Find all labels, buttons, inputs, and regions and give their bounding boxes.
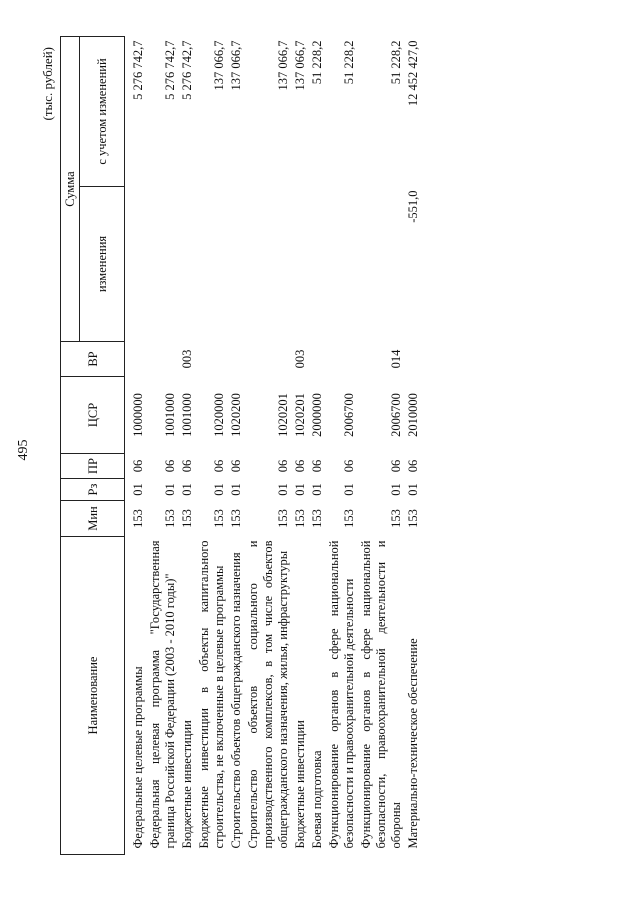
row-total: 5 276 742,7	[131, 40, 145, 100]
row-vr	[147, 342, 179, 377]
row-total: 51 228,2	[342, 40, 356, 85]
row-vr	[309, 342, 326, 377]
row-total: 51 228,2	[310, 40, 324, 85]
row-min: 153	[293, 509, 307, 528]
header-sum: Сумма	[61, 37, 80, 342]
row-rz: 01	[212, 483, 226, 496]
row-csr: 2006700	[342, 393, 356, 437]
row-total: 137 066,7	[212, 40, 226, 91]
row-pr: 06	[389, 459, 403, 473]
row-changes	[309, 187, 326, 342]
row-min: 153	[389, 509, 403, 528]
table-row	[292, 37, 309, 855]
row-rz: 01	[163, 483, 177, 496]
row-changes	[326, 187, 358, 342]
header-changes: изменения	[80, 187, 125, 342]
header-vr: ВР	[61, 342, 125, 377]
row-total: 137 066,7	[293, 40, 307, 91]
table-row	[228, 37, 245, 855]
header-pr: ПР	[61, 454, 125, 479]
row-total: 5 276 742,7	[180, 40, 194, 100]
row-total: 51 228,2	[389, 40, 403, 85]
row-vr	[228, 342, 245, 377]
row-name: Строительство объектов общегражданского назначения	[229, 552, 243, 849]
row-rz: 01	[131, 483, 145, 496]
row-csr: 1001000	[163, 393, 177, 437]
row-pr: 06	[276, 459, 290, 473]
table-row	[245, 37, 292, 855]
row-csr: 1001000	[180, 393, 194, 437]
row-vr	[405, 342, 422, 377]
page-number: 495	[16, 439, 31, 461]
row-csr: 1020201	[276, 393, 290, 437]
row-total: 5 276 742,7	[163, 40, 177, 100]
row-rz: 01	[180, 483, 194, 496]
row-rz: 01	[389, 483, 403, 496]
table-row	[405, 37, 422, 855]
row-pr: 06	[293, 459, 307, 473]
row-pr: 06	[163, 459, 177, 473]
row-name: Боевая подготовка	[310, 750, 324, 849]
row-pr: 06	[406, 459, 420, 473]
row-min: 153	[180, 509, 194, 528]
row-vr	[245, 342, 292, 377]
row-min: 153	[131, 509, 145, 528]
row-csr: 1020000	[212, 393, 226, 437]
row-total: 137 066,7	[229, 40, 243, 91]
header-with-changes: с учетом изменений	[80, 37, 125, 187]
row-name: Бюджетные инвестиции	[180, 720, 194, 849]
row-changes	[125, 187, 148, 342]
row-rz: 01	[293, 483, 307, 496]
header-rz: Рз	[61, 479, 125, 501]
row-vr	[125, 342, 148, 377]
row-csr: 1020201	[293, 393, 307, 437]
row-pr: 06	[131, 459, 145, 473]
row-changes	[245, 187, 292, 342]
row-vr: 014	[389, 349, 403, 369]
row-min: 153	[342, 509, 356, 528]
row-name: Строительство объектов социального и производственного комплексов, в том числе объектов общегражданского назначения, жилья, инфраструктуры	[246, 540, 290, 849]
table-body	[125, 37, 423, 855]
row-pr: 06	[212, 459, 226, 473]
row-changes	[228, 187, 245, 342]
table-row	[326, 37, 358, 855]
row-changes	[147, 187, 179, 342]
row-pr: 06	[342, 459, 356, 473]
table-row	[125, 37, 148, 855]
row-name: Функционирование органов в сфере национальной безопасности и правоохранительной деятельности	[327, 540, 356, 849]
header-csr: ЦСР	[61, 377, 125, 454]
row-pr: 06	[180, 459, 194, 473]
row-min: 153	[229, 509, 243, 528]
row-changes	[358, 187, 405, 342]
row-vr: 003	[293, 349, 307, 369]
row-rz: 01	[276, 483, 290, 496]
table-row	[196, 37, 228, 855]
row-name: Материально-техническое обеспечение	[406, 638, 420, 849]
budget-table	[60, 36, 422, 855]
header-name: Наименование	[61, 537, 125, 855]
table-row	[147, 37, 179, 855]
header-min: Мин	[61, 501, 125, 537]
table-row	[309, 37, 326, 855]
row-vr	[326, 342, 358, 377]
row-min: 153	[276, 509, 290, 528]
row-total: 137 066,7	[276, 40, 290, 91]
row-rz: 01	[229, 483, 243, 496]
row-min: 153	[310, 509, 324, 528]
row-rz: 01	[406, 483, 420, 496]
row-name: Бюджетные инвестиции в объекты капитального строительства, не включенные в целевые программы	[197, 540, 226, 849]
row-min: 153	[163, 509, 177, 528]
row-rz: 01	[310, 483, 324, 496]
row-changes	[292, 187, 309, 342]
row-pr: 06	[229, 459, 243, 473]
row-name: Федеральная целевая программа "Государственная граница Российской Федерации (2003 - 2010 годы)"	[148, 540, 177, 849]
units-note: (тыс. рублей)	[40, 47, 55, 121]
row-csr: 1020200	[229, 393, 243, 437]
row-min: 153	[406, 509, 420, 528]
row-total: 12 452 427,0	[406, 40, 420, 107]
row-csr: 2010000	[406, 393, 420, 437]
row-vr	[196, 342, 228, 377]
row-name: Функционирование органов в сфере национальной безопасности, правоохранительной деятельности и обороны	[359, 540, 403, 849]
row-csr: 1000000	[131, 393, 145, 437]
row-csr: 2006700	[389, 393, 403, 437]
row-name: Бюджетные инвестиции	[293, 720, 307, 849]
row-vr: 003	[180, 349, 194, 369]
row-rz: 01	[342, 483, 356, 496]
row-pr: 06	[310, 459, 324, 473]
table-row	[358, 37, 405, 855]
row-min: 153	[212, 509, 226, 528]
table-row	[179, 37, 196, 855]
row-changes	[196, 187, 228, 342]
row-csr: 2000000	[310, 393, 324, 437]
row-changes	[179, 187, 196, 342]
row-name: Федеральные целевые программы	[131, 666, 145, 849]
row-changes: -551,0	[406, 190, 420, 223]
